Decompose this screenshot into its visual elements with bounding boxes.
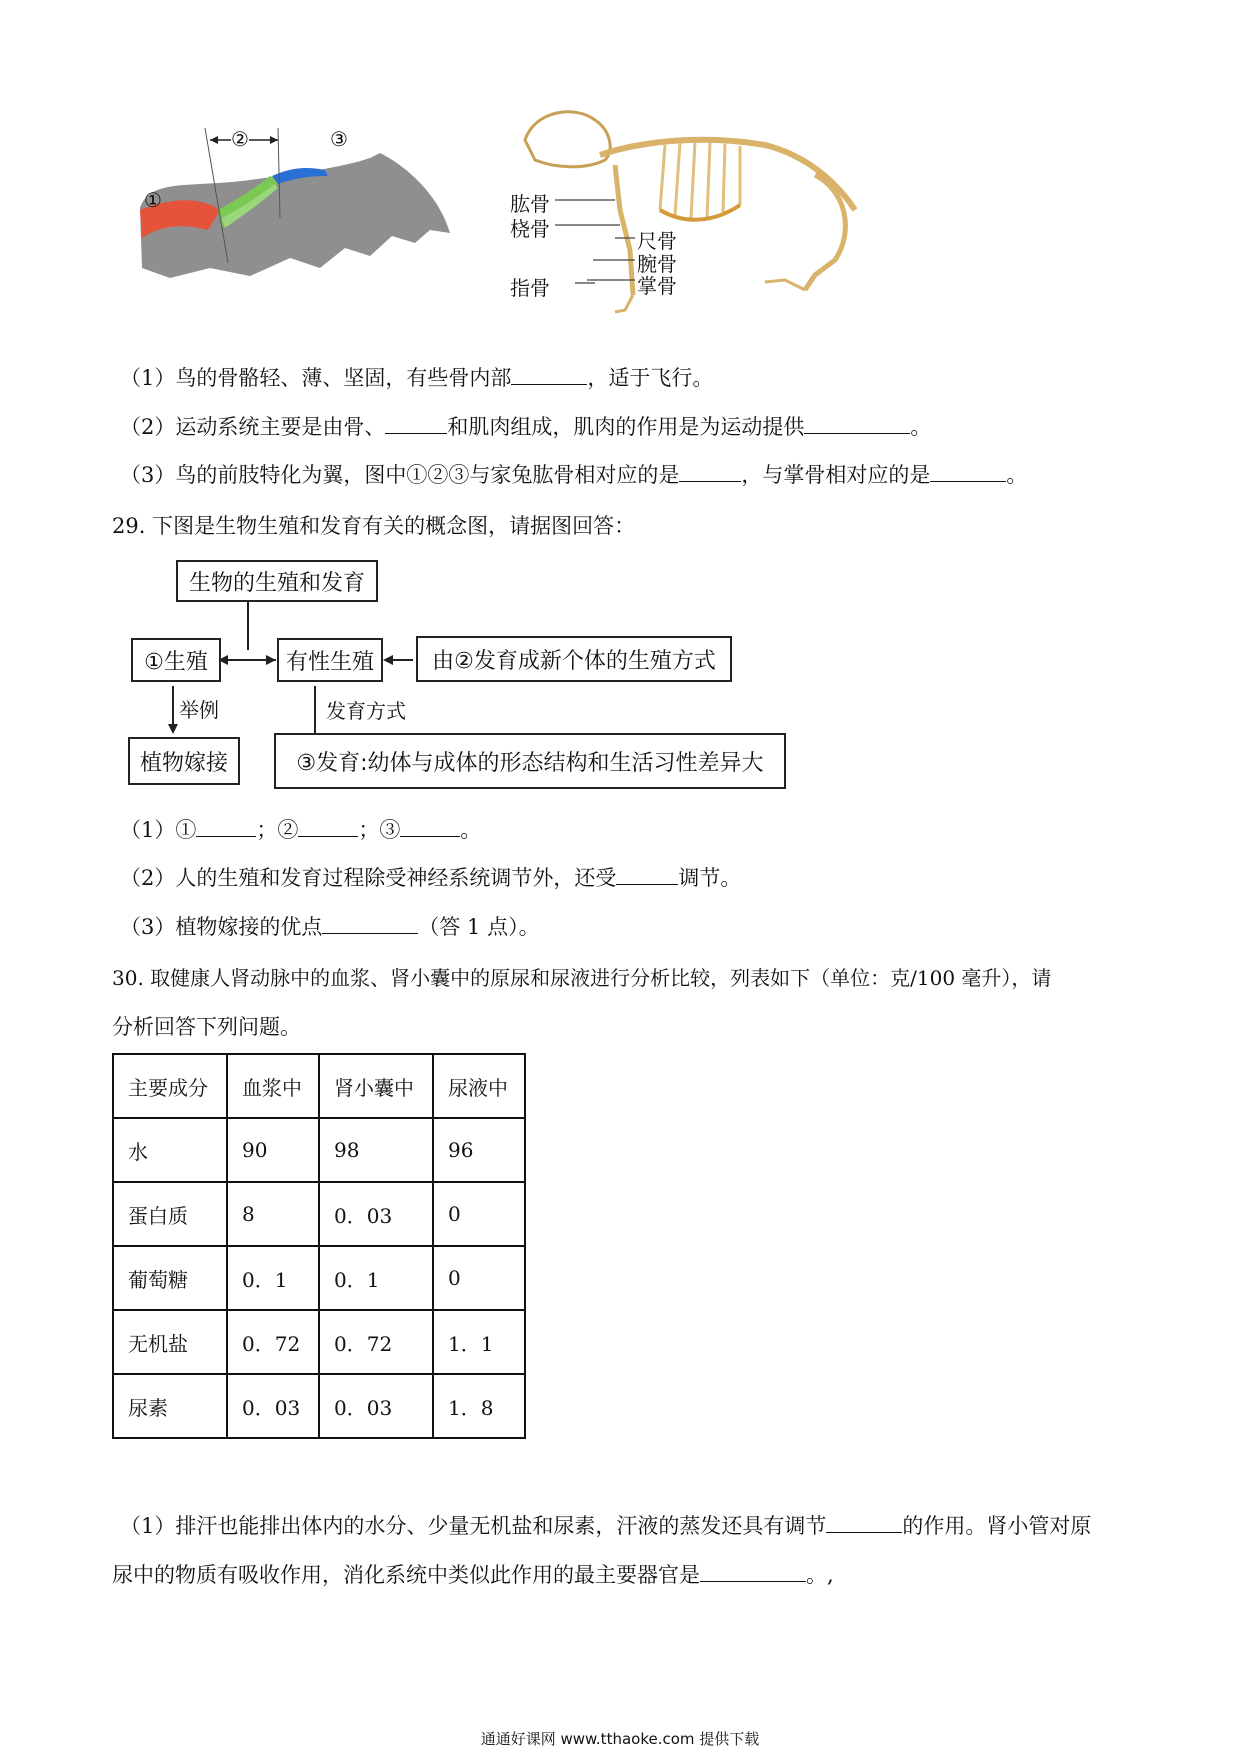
carpal-label: 腕骨 — [637, 252, 677, 276]
answer-blank — [826, 1510, 902, 1533]
q29-part-3: （3）植物嫁接的优点 （答 1 点）。 — [120, 911, 540, 942]
dev-method-label: 发育方式 — [326, 699, 406, 723]
example-label: 举例 — [179, 698, 219, 722]
table-header-cell: 肾小囊中 — [319, 1054, 433, 1118]
table-cell: 0 — [433, 1246, 525, 1310]
q29-part-1: （1）① ；② ；③ 。 — [120, 814, 481, 845]
table-cell: 无机盐 — [113, 1310, 227, 1374]
concept-left-box: ①生殖 — [131, 638, 221, 682]
q30-stem-line-2: 分析回答下列问题。 — [112, 1015, 301, 1039]
bird-wing-figure — [130, 118, 460, 308]
table-cell: 1．1 — [433, 1310, 525, 1374]
answer-blank — [298, 814, 358, 837]
answer-blank — [196, 814, 256, 837]
answer-blank — [930, 459, 1006, 482]
wing-label-2: ② — [231, 127, 249, 151]
q28-part-1: （1）鸟的骨骼轻、薄、坚固，有些骨内部 ，适于飞行。 — [120, 362, 713, 393]
concept-example-box: 植物嫁接 — [128, 737, 240, 785]
humerus-label: 肱骨 — [510, 192, 550, 216]
composition-table — [112, 1053, 526, 1439]
q30-stem-line-1: 30. 取健康人肾动脉中的血浆、肾小囊中的原尿和尿液进行分析比较，列表如下（单位：克/100 毫升），请 — [112, 966, 1052, 990]
rabbit-skeleton-figure — [510, 100, 885, 340]
table-cell: 1．8 — [433, 1374, 525, 1438]
answer-blank — [616, 862, 678, 885]
table-cell: 葡萄糖 — [113, 1246, 227, 1310]
q28-part-3: （3）鸟的前肢特化为翼，图中①②③与家兔肱骨相对应的是 ，与掌骨相对应的是 。 — [120, 459, 1027, 490]
table-row — [113, 1182, 525, 1246]
q30-part-1-line-1: （1）排汗也能排出体内的水分、少量无机盐和尿素，汗液的蒸发还具有调节 的作用。肾小管对原 — [120, 1510, 1091, 1541]
table-header-cell: 尿液中 — [433, 1054, 525, 1118]
table-header-cell: 主要成分 — [113, 1054, 227, 1118]
radius-label: 桡骨 — [510, 217, 550, 241]
concept-top-box: 生物的生殖和发育 — [176, 560, 378, 602]
wing-label-1: ① — [144, 188, 162, 212]
answer-blank — [511, 362, 587, 385]
answer-blank — [679, 459, 741, 482]
table-header-row — [113, 1054, 525, 1118]
table-cell: 0．72 — [227, 1310, 319, 1374]
concept-dev-box: ③发育:幼体与成体的形态结构和生活习性差异大 — [274, 733, 786, 789]
answer-blank — [700, 1559, 806, 1582]
table-cell: 0 — [433, 1182, 525, 1246]
table-cell: 尿素 — [113, 1374, 227, 1438]
page-footer: 通通好课网 www.tthaoke.com 提供下载 — [480, 1730, 760, 1748]
table-cell: 90 — [227, 1118, 319, 1182]
table-cell: 96 — [433, 1118, 525, 1182]
table-row — [113, 1374, 525, 1438]
table-row — [113, 1310, 525, 1374]
answer-blank — [400, 814, 460, 837]
answer-blank — [385, 411, 447, 434]
ulna-label: 尺骨 — [637, 229, 677, 253]
table-cell: 0．1 — [319, 1246, 433, 1310]
answer-blank — [322, 911, 418, 934]
table-cell: 0．72 — [319, 1310, 433, 1374]
wing-label-3: ③ — [330, 127, 348, 151]
table-row — [113, 1118, 525, 1182]
concept-right-box: 由②发育成新个体的生殖方式 — [416, 636, 732, 682]
table-header-cell: 血浆中 — [227, 1054, 319, 1118]
table-cell: 98 — [319, 1118, 433, 1182]
q30-part-1-line-2: 尿中的物质有吸收作用，消化系统中类似此作用的最主要器官是 。, — [112, 1559, 834, 1590]
q29-stem: 29. 下图是生物生殖和发育有关的概念图，请据图回答： — [112, 514, 636, 538]
answer-blank — [804, 411, 910, 434]
table-cell: 蛋白质 — [113, 1182, 227, 1246]
phalanx-label: 指骨 — [510, 276, 550, 300]
table-cell: 0．03 — [227, 1374, 319, 1438]
q29-part-2: （2）人的生殖和发育过程除受神经系统调节外，还受 调节。 — [120, 862, 741, 893]
concept-center-box: 有性生殖 — [277, 638, 383, 682]
table-cell: 0．03 — [319, 1374, 433, 1438]
table-cell: 8 — [227, 1182, 319, 1246]
q28-part-2: （2）运动系统主要是由骨、 和肌肉组成，肌肉的作用是为运动提供 。 — [120, 411, 931, 442]
table-row — [113, 1246, 525, 1310]
metacarpal-label: 掌骨 — [637, 274, 677, 298]
table-cell: 0．1 — [227, 1246, 319, 1310]
table-cell: 水 — [113, 1118, 227, 1182]
table-cell: 0．03 — [319, 1182, 433, 1246]
